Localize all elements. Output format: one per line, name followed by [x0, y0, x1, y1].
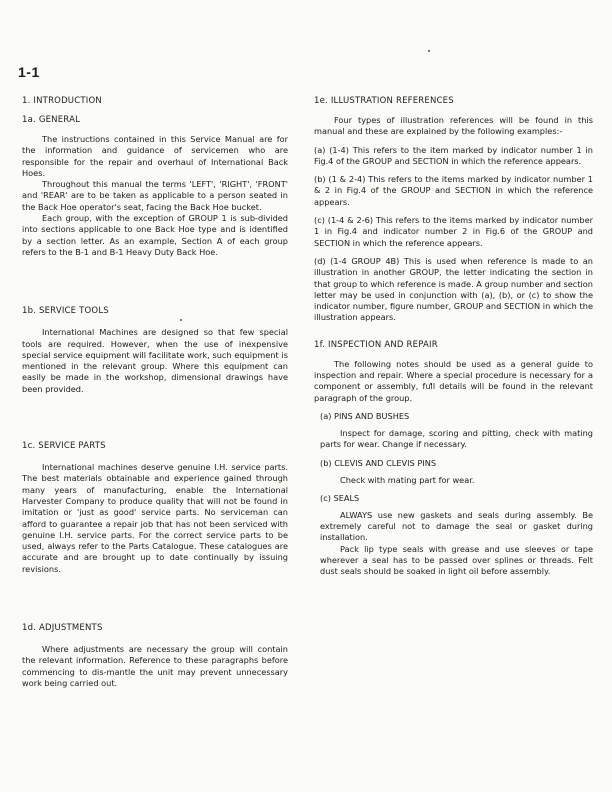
illustration-example-d: (d) (1-4 GROUP 4B) This is used when reference is made to an illustration in another GROUP, the letter indicating the section in that group to which reference is made. A group number and section letter may be used in conjunction with (a), (b), or (c) to show the indicator number, figure number, GROUP and SECTION in which the illustration appears. [314, 255, 593, 323]
general-paragraph-2: Throughout this manual the terms 'LEFT', 'RIGHT', 'FRONT' and 'REAR' are to be taken as applicable to a person seated in the Back Hoe operator's seat, facing the Back Hoe bucket. [22, 179, 288, 212]
illustration-example-b: (b) (1 & 2-4) This refers to the items marked by indicator number 1 & 2 in Fig.4 of the GROUP and SECTION in which the reference appears. [314, 174, 593, 207]
section-general [22, 115, 288, 258]
service-parts-paragraph: International machines deserve genuine I.H. service parts. The best materials obtainable and experience gained through many years of manufacturing, enable the International Harvester Company to produce quality that will not be found in imitation or 'just as good' service parts. No serviceman can afford to guarantee a repair job that has not been serviced with genuine I.H. service parts. For the correct service parts to be used, always refer to the Parts Catalogue. These catalogues are accurate and are brought up to date continually by issuing revisions. [22, 462, 288, 574]
seals-text-1: ALWAYS use new gaskets and seals during assembly. Be extremely careful not to damage the seal or gasket during installation. [320, 509, 593, 543]
section-inspection-repair [314, 340, 593, 578]
pins-bushes-text: Inspect for damage, scoring and pitting, check with mating parts for wear. Change if necessary. [320, 427, 593, 450]
section-illustration-references [314, 96, 593, 324]
heading-adjustments: 1d. ADJUSTMENTS [22, 623, 103, 634]
inspection-intro: The following notes should be used as a general guide to inspection and repair. Where a special procedure is necessary for a component or assembly, full details will be found in the relevant paragraph of the group. [314, 358, 593, 403]
heading-service-parts: 1c. SERVICE PARTS [22, 441, 106, 452]
general-paragraph-1: The instructions contained in this Service Manual are for the information and guidance of servicemen who are responsible for the repair and overhaul of International Back Hoes. [22, 134, 288, 178]
clevis-pins-text: Check with mating part for wear. [340, 474, 475, 485]
pins-bushes-title: (a) PINS AND BUSHES [320, 410, 410, 421]
heading-service-tools: 1b. SERVICE TOOLS [22, 306, 109, 317]
heading-illustration-references: 1e. ILLUSTRATION REFERENCES [314, 96, 454, 106]
adjustments-paragraph: Where adjustments are necessary the group will contain the relevant information. Reference to these paragraphs before commencing to dis-mantle the unit may prevent unnecessary work being carried out. [22, 644, 288, 688]
page-number: 1-1 [18, 64, 40, 80]
section-introduction [22, 96, 288, 107]
section-service-tools [22, 306, 288, 395]
service-tools-paragraph: International Machines are designed so that few special tools are required. However, when the use of inexpensive special service equipment will facilitate work, such equipment is mentioned in the relevant group. Where this equipment can easily be made in the workshop, dimensional drawings have been provided. [22, 327, 288, 394]
heading-inspection-repair: 1f. INSPECTION AND REPAIR [314, 339, 438, 350]
illustration-intro: Four types of illustration references will be found in this manual and these are explained by the following examples:- [314, 115, 593, 137]
heading-introduction: 1. INTRODUCTION [22, 96, 102, 106]
seals-title: (c) SEALS [320, 492, 360, 503]
right-column [314, 96, 593, 578]
heading-general: 1a. GENERAL [22, 115, 81, 125]
general-paragraph-3: Each group, with the exception of GROUP 1 is sub-divided into sections applicable to one Back Hoe type and is identified by a section letter. As an example, Section A of each group refers to the B-1 and B-1 Heavy Duty Back Hoe. [22, 213, 288, 257]
illustration-example-c: (c) (1-4 & 2-6) This refers to the items marked by indicator number 1 in Fig.4 and indicator number 2 in Fig.6 of the GROUP and SECTION in which the reference appears. [314, 215, 593, 248]
seals-text-2: Pack lip type seals with grease and use sleeves or tape wherever a seal has to be passed over splines or threads. Felt dust seals should be soaked in light oil before assembly. [320, 543, 593, 577]
section-adjustments [22, 623, 288, 689]
section-service-parts [22, 441, 288, 575]
scan-speck [428, 50, 430, 52]
left-column [22, 96, 288, 689]
illustration-example-a: (a) (1-4) This refers to the item marked by indicator number 1 in Fig.4 of the GROUP and SECTION in which the reference appears. [314, 144, 593, 166]
clevis-pins-title: (b) CLEVIS AND CLEVIS PINS [320, 457, 437, 468]
